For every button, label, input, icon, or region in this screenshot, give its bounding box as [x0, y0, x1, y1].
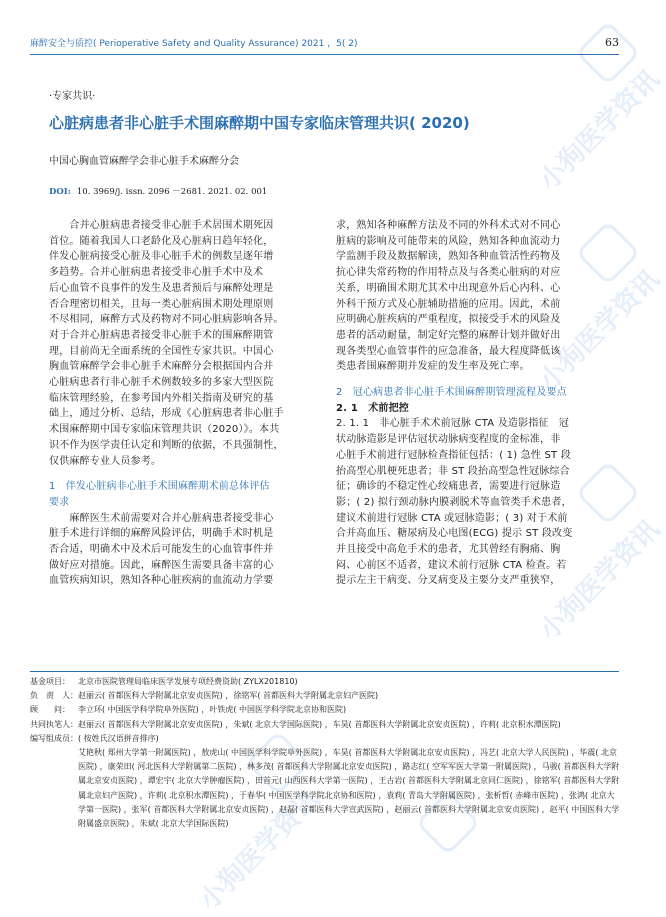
text-line: 2. 1. 1 非心脏手术术前冠脉 CTA 及造影指征 冠	[336, 418, 570, 430]
text-line: 础上，通过分析、总结，形成《心脏病患者非心脏手	[49, 408, 284, 420]
text-line: 对于合并心脏病患者接受非心脏手术的围麻醉期管	[49, 329, 274, 341]
right-column	[336, 218, 604, 589]
page-number: 63	[605, 36, 619, 49]
watermark-text: 小狗医学资讯	[194, 784, 326, 917]
text-line: 识不作为医学责任认定和判断的依据，不具强制性，	[49, 439, 284, 451]
fund-row	[30, 675, 620, 689]
text-line: 抬高型心肌梗死患者；非 ST 段抬高型急性冠脉综合	[336, 465, 570, 477]
text-line: 首位。随着我国人口老龄化及心脏病日趋年轻化，	[49, 235, 274, 247]
advisor-label: 顾 问：	[30, 705, 70, 715]
section1-heading	[49, 479, 317, 510]
text-line: 建议术前进行冠脉 CTA 或冠脉造影；( 3) 对于术前	[336, 512, 568, 524]
text-line: 不尽相同，麻醉方式及药物对不同心脏病影响各异。	[49, 314, 284, 326]
committee-value: 艾艳秋( 郑州大学第一附属医院) ，敖虎山( 中国医学科学院阜外医院) ，车昊( 首都医科大学附属北京安贞医院) ，冯艺( 北京大学人民医院) ，华震( 北京医院) ，康荣田( 河北医科大学附属第二医院) ，林多茂( 首都医科大学附属北京安贞医院) ，路志红( 空军军医大学第一附属医院) ，马骏( 首都医科大学附属北京安贞医院) ，谭宏宇( 北京大学肿瘤医院) ，田首元( 山西医科大学第一医院) ，王古岩( 首都医科大学附属北京同仁医院) ，徐铭军( 首都医科大学附属北京妇产医院) ，许莉( 北京积水潭医院) ，于春华( 中国医学科学院北京协和医院) ，袁莉( 青岛大学附属医院) ，张析哲( 赤峰市医院) ，张鸿( 北京大学第一医院) ，张军( 首都医科大学附属北京安贞医院) ，赵磊( 首都医科大学宣武医院) ，赵丽云( 首都医科大学附属北京安贞医院) ，赵平( 中国医科大学附属盛京医院) ，朱斌( 北京大学国际医院)	[78, 748, 620, 829]
fund-value: 北京市医院管理局临床医学发展专项经费资助( ZYLX201810)	[78, 677, 298, 686]
text-line: 闷、心前区不适者，建议术前行冠脉 CTA 检查。若	[336, 559, 567, 571]
journal-name: 麻醉安全与质控( Perioperative Safety and Quality Assurance) 2021 ，5( 2)	[30, 39, 358, 49]
responsible-value: 赵丽云( 首都医科大学附属北京安贞医院) ，徐铭军( 首都医科大学附属北京妇产医院)	[78, 691, 379, 701]
text-line: 否合适，明确术中及术后可能发生的心血管事件并	[49, 544, 274, 556]
committee-row	[30, 732, 620, 746]
text-line: 关系，明确围术期尤其术中出现意外后心内科、心	[336, 282, 561, 294]
doi	[49, 185, 267, 197]
committee-label: 编写组成员：	[30, 733, 78, 743]
fund-label: 基金项目：	[30, 677, 70, 686]
section2-heading: 2 冠心病患者非心脏手术围麻醉期管理流程及要点	[336, 387, 567, 399]
text-line: 否合理密切相关，且每一类心脏病围术期处理原则	[49, 298, 274, 310]
section1-paragraph	[49, 511, 317, 590]
paper-title: 心脏病患者非心脏手术围麻醉期中国专家临床管理共识( 2020)	[49, 114, 470, 132]
doi-label: DOI:	[49, 187, 71, 197]
footnote	[30, 675, 620, 831]
text-line: 脏手术进行详细的麻醉风险评估，明确手术时机是	[49, 528, 274, 540]
co-author-label: 共同执笔人：	[30, 719, 78, 729]
section21-heading: 2. 1 术前把控	[336, 402, 409, 414]
watermark-text: 小狗医学资讯	[534, 64, 666, 197]
text-line: 血管疾病知识，熟知各种心脏疾病的血流动力学要	[49, 575, 274, 587]
responsible-label: 负 责 人：	[30, 691, 78, 701]
section-tag: ·专家共识·	[49, 91, 96, 102]
text-line: 心脏病患者行非心脏手术例数较多的多家大型医院	[49, 377, 274, 389]
text-line: 征；确诊的不稳定性心绞痛患者，需要进行冠脉造	[336, 481, 561, 493]
text-line: 理，目前尚无全面系统的全国性专家共识。中国心	[49, 345, 274, 357]
text-line: 并且接受中高危手术的患者，尤其曾经有胸痛、胸	[336, 544, 561, 556]
advisor-row	[30, 703, 620, 717]
text-line: 临床管理经验，在参考国内外相关指南及研究的基	[49, 392, 274, 404]
watermark-logo	[575, 20, 640, 85]
text-line: 伴发心脏病接受心脏及非心脏手术的例数呈逐年增	[49, 251, 274, 263]
co-author-row	[30, 718, 620, 732]
author-affiliation: 中国心胸血管麻醉学会非心脏手术麻醉分会	[49, 156, 239, 167]
text-line: 状动脉造影是评估冠状动脉病变程度的金标准，非	[336, 434, 561, 446]
doi-value: 10. 3969/j. issn. 2096 －2681. 2021. 02. 001	[76, 187, 268, 197]
text-line: 心脏手术前进行冠脉检查指征包括：( 1) 急性 ST 段	[336, 449, 571, 461]
text-line: 外科干预方式及心脏辅助措施的应用。因此，术前	[336, 298, 561, 310]
intro-paragraph	[49, 218, 317, 469]
text-line: 脏病的影响及可能带来的风险，熟知各种血流动力	[336, 235, 561, 247]
heading-line: 要求	[49, 496, 70, 508]
text-line: 术围麻醉期中国专家临床管理共识（2020）》。本共	[49, 424, 280, 436]
text-line: 做好应对措施。因此，麻醉医生需要具备丰富的心	[49, 559, 274, 571]
text-line: 胸血管麻醉学会非心脏手术麻醉分会根据国内合并	[49, 361, 274, 373]
text-line: 合并高血压、糖尿病及心电图(ECG) 提示 ST 段改变	[336, 528, 573, 540]
left-column	[49, 218, 317, 589]
co-author-value: 赵丽云( 首都医科大学附属北京安贞医院) ，朱斌( 北京大学国际医院) ，车昊( 首都医科大学附属北京安贞医院) ，许莉( 北京积水潭医院)	[78, 719, 561, 729]
text-line: 多趋势。合并心脏病患者接受非心脏手术中及术	[49, 267, 264, 279]
responsible-row	[30, 689, 620, 703]
advisor-value: 李立环( 中国医学科学院阜外医院) ，叶铁虎( 中国医学科学院北京协和医院)	[78, 705, 347, 715]
text-line: 学监测手段及数据解读，熟知各种血管活性药物及	[336, 251, 561, 263]
text-line: 提示左主干病变、分叉病变及主要分支严重狭窄，	[336, 575, 561, 587]
text-line: 麻醉医生术前需要对合并心脏病患者接受非心	[49, 512, 274, 524]
watermark-text: 小狗医学资讯	[534, 264, 666, 397]
continuation-paragraph	[336, 218, 604, 375]
text-line: 后心血管不良事件的发生及患者预后与麻醉处理是	[49, 282, 274, 294]
text-line: 仅供麻醉专业人员参考。	[49, 455, 162, 467]
text-line: 现各类型心血管事件的应急准备，最大程度降低该	[336, 345, 561, 357]
header-divider	[30, 54, 619, 55]
text-line: 抗心律失常药物的作用特点及与各类心脏病的对应	[336, 267, 561, 279]
heading-line: 1 伴发心脏病非心脏手术围麻醉期术前总体评估	[49, 481, 270, 493]
committee-note: ( 按姓氏汉语拼音排序)	[78, 733, 159, 743]
text-line: 类患者围麻醉期并发症的发生率及死亡率。	[336, 361, 530, 373]
text-line: 患者的活动耐量，制定好完整的麻醉计划并做好出	[336, 329, 561, 341]
footnote-divider	[30, 671, 619, 672]
text-line: 合并心脏病患者接受非心脏手术居围术期死因	[49, 220, 274, 231]
text-line: 应明确心脏疾病的严重程度，拟接受手术的风险及	[336, 314, 561, 326]
text-line: 影；( 2) 拟行颈动脉内膜剥脱术等血管类手术患者，	[336, 496, 572, 508]
section211-paragraph	[336, 416, 604, 589]
text-line: 求，熟知各种麻醉方法及不同的外科术式对不同心	[336, 220, 561, 231]
running-header	[30, 36, 619, 52]
watermark-text: 小狗医学资讯	[534, 514, 666, 647]
